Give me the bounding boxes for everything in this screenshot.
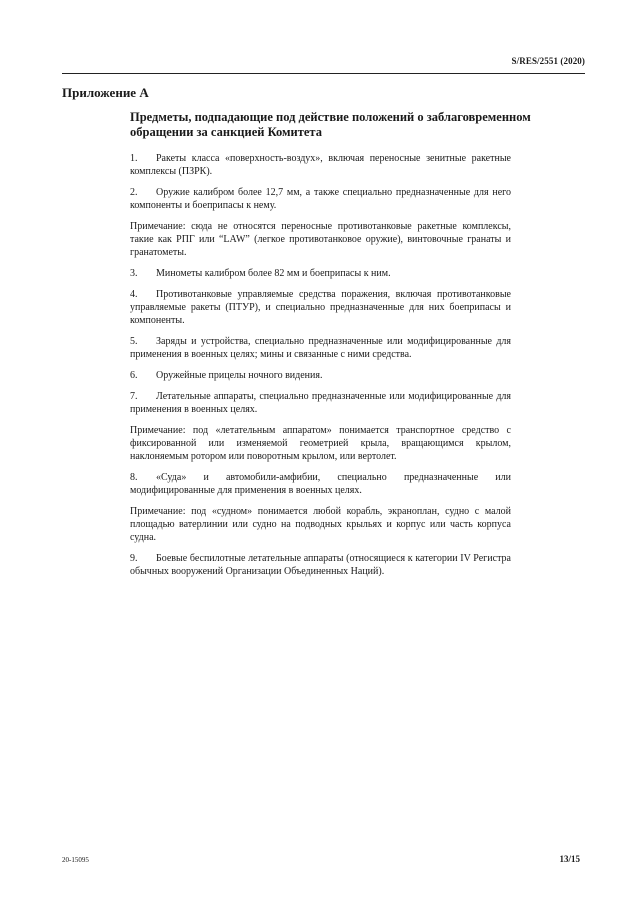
item-number: 6. (130, 370, 138, 381)
list-item-9 (130, 552, 511, 578)
item-text: Противотанковые управляемые средства поражения, включая противотанковые управляемые ракеты (ПТУР), и специально предназначенные для них боеприпасы и компоненты. (130, 289, 511, 326)
item-number: 3. (130, 268, 138, 279)
list-item-5 (130, 335, 511, 361)
header-rule (62, 73, 585, 74)
item-text: «Суда» и автомобили-амфибии, специально предназначенные или модифицированные для применения в военных целях. (130, 472, 511, 496)
item-text: Ракеты класса «поверхность-воздух», включая переносные зенитные ракетные комплексы (ПЗРК). (130, 153, 511, 177)
item-number: 2. (130, 187, 138, 198)
item-text: Оружие калибром более 12,7 мм, а также специально предназначенные для него компоненты и боеприпасы к нему. (130, 187, 511, 211)
section-title: Предметы, подпадающие под действие положений о заблаговременном обращении за санкцией Комитета (130, 110, 531, 139)
page-number: 13/15 (559, 854, 580, 864)
item-number: 1. (130, 153, 138, 164)
note-paragraph: Примечание: под «летательным аппаратом» понимается транспортное средство с фиксированной или изменяемой геометрией крыла, вращающимся крылом, наклоняемым ротором или поворотным крылом, или вертолет. (130, 425, 511, 462)
item-number: 7. (130, 391, 138, 402)
item-number: 5. (130, 336, 138, 347)
item-number: 9. (130, 553, 138, 564)
document-number: 20-15095 (62, 856, 89, 864)
note-paragraph: Примечание: сюда не относятся переносные противотанковые ракетные комплексы, такие как РПГ или “LAW” (легкое противотанковое оружие), винтовочные гранаты и гранатометы. (130, 221, 511, 258)
document-body (130, 152, 511, 586)
list-item-8 (130, 471, 511, 497)
annex-title: Приложение А (62, 85, 149, 100)
note-paragraph: Примечание: под «судном» понимается любой корабль, экраноплан, судно с малой площадью ватерлинии или судно на подводных крыльях и корпус или часть корпуса судна. (130, 506, 511, 543)
item-text: Минометы калибром более 82 мм и боеприпасы к ним. (156, 268, 391, 279)
item-number: 8. (130, 472, 138, 483)
item-number: 4. (130, 289, 138, 300)
item-text: Боевые беспилотные летательные аппараты (относящиеся к категории IV Регистра обычных вооружений Организации Объединенных Наций). (130, 553, 511, 577)
list-item-3 (130, 267, 511, 280)
item-text: Оружейные прицелы ночного видения. (156, 370, 323, 381)
list-item-6 (130, 369, 511, 382)
list-item-2 (130, 186, 511, 212)
document-symbol: S/RES/2551 (2020) (511, 56, 585, 66)
list-item-7 (130, 390, 511, 416)
item-text: Заряды и устройства, специально предназначенные или модифицированные для применения в военных целях; мины и связанные с ними средства. (130, 336, 511, 360)
list-item-4 (130, 288, 511, 327)
list-item-1 (130, 152, 511, 178)
item-text: Летательные аппараты, специально предназначенные или модифицированные для применения в военных целях. (130, 391, 511, 415)
